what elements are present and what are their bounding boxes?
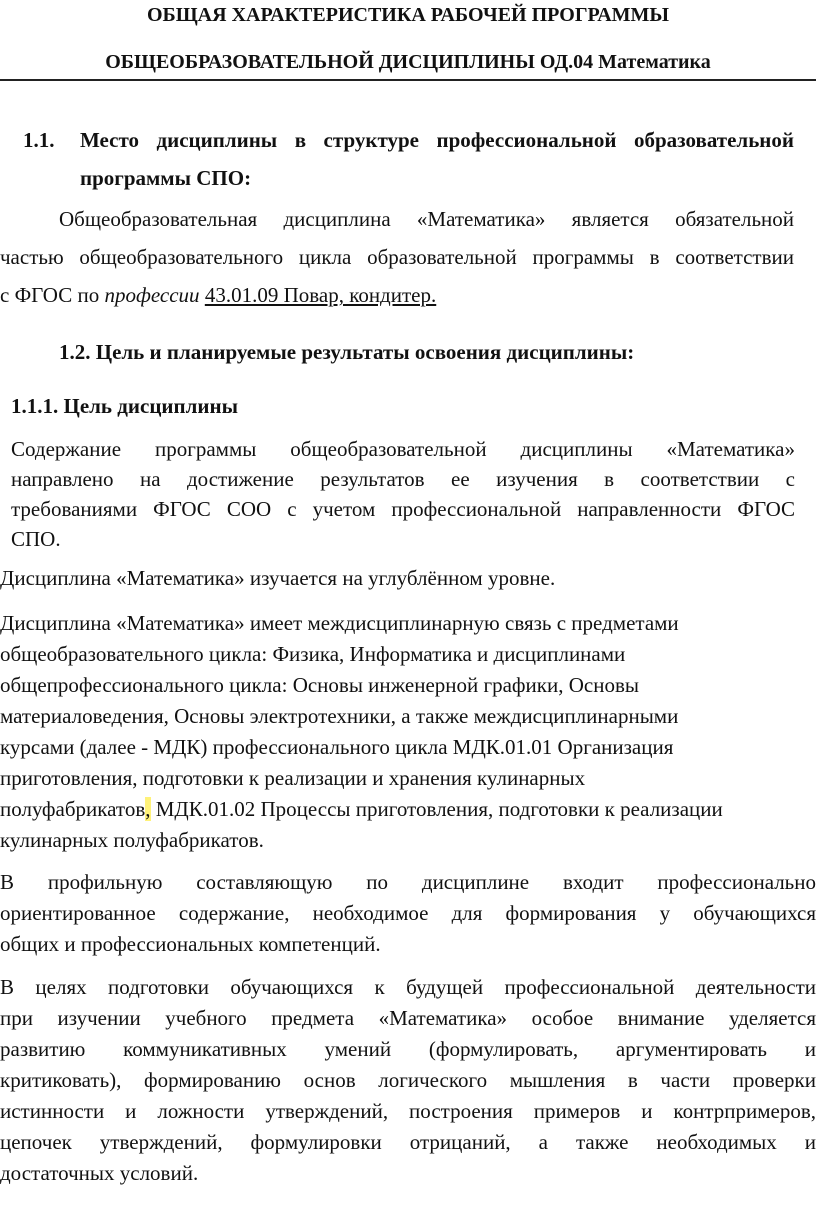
section-1-1-1-heading: 1.1.1. Цель дисциплины [11,394,239,418]
paragraph-line: требованиями ФГОС СОО с учетом профессиональной направленности ФГОС [11,497,795,521]
paragraph-line: общепрофессионального цикла: Основы инженерной графики, Основы [0,673,639,697]
paragraph-line [0,794,800,825]
section-1-1-number: 1.1. [23,128,55,152]
paragraph-line: истинности и ложности утверждений, построения примеров и контрпримеров, [0,1099,816,1123]
paragraph-line: приготовления, подготовки к реализации и хранения кулинарных [0,766,586,790]
paragraph-line: частью общеобразовательного цикла образовательной программы в соответствии [0,245,794,269]
paragraph-line: курсами (далее - МДК) профессионального цикла МДК.01.01 Организация [0,735,674,759]
page-title-line-1: ОБЩАЯ ХАРАКТЕРИСТИКА РАБОЧЕЙ ПРОГРАММЫ [146,4,670,26]
paragraph-line: В целях подготовки обучающихся к будущей профессиональной деятельности [0,975,816,999]
profession-code: 43.01.09 Повар, кондитер. [204,283,437,307]
interdisciplinary-paragraph [0,608,800,856]
paragraph-line: Дисциплина «Математика» имеет междисциплинарную связь с предметами [0,611,679,635]
title-divider [0,79,816,81]
paragraph-line: достаточных условий. [0,1161,199,1185]
goal-paragraph [11,434,795,554]
paragraph-line: направлено на достижение результатов ее изучения в соответствии с [11,467,795,491]
page-title-line-2: ОБЩЕОБРАЗОВАТЕЛЬНОЙ ДИСЦИПЛИНЫ ОД.04 Математика [105,51,711,73]
paragraph-line: Содержание программы общеобразовательной дисциплины «Математика» [11,437,795,461]
paragraph-line: цепочек утверждений, формулировки отрицаний, а также необходимых и [0,1130,816,1154]
text-run-italic: профессии [104,283,200,307]
paragraph-line: В профильную составляющую по дисциплине входит профессионально [0,870,816,894]
section-1-1-heading: Место дисциплины в структуре профессиональной образовательной [80,128,794,152]
goals-paragraph [0,972,816,1189]
paragraph-line: общих и профессиональных компетенций. [0,932,381,956]
section-1-2-heading: 1.2. Цель и планируемые результаты освоения дисциплины: [59,340,635,364]
paragraph-line: развитию коммуникативных умений (формулировать, аргументировать и [0,1037,816,1061]
text-run: МДК.01.02 Процессы приготовления, подготовки к реализации [150,797,723,821]
paragraph-line: критиковать), формированию основ логического мышления в части проверки [0,1068,816,1092]
section-1-1-heading-cont: программы СПО: [80,166,252,190]
text-run: с ФГОС по [0,283,105,307]
paragraph-line: СПО. [11,527,61,551]
section-1-1-paragraph [0,200,794,314]
highlighted-comma: , [145,797,151,821]
paragraph-line: Общеобразовательная дисциплина «Математика» является обязательной [59,207,794,231]
paragraph-line: при изучении учебного предмета «Математика» особое внимание уделяется [0,1006,816,1030]
paragraph-line [0,276,794,314]
paragraph-line: общеобразовательного цикла: Физика, Информатика и дисциплинами [0,642,626,666]
paragraph-line: ориентированное содержание, необходимое для формирования у обучающихся [0,901,816,925]
level-paragraph: Дисциплина «Математика» изучается на углублённом уровне. [0,566,556,590]
profile-paragraph [0,867,816,960]
text-run: полуфабрикатов [0,797,146,821]
paragraph-line: материаловедения, Основы электротехники, а также междисциплинарными [0,704,679,728]
paragraph-line: кулинарных полуфабрикатов. [0,828,264,852]
